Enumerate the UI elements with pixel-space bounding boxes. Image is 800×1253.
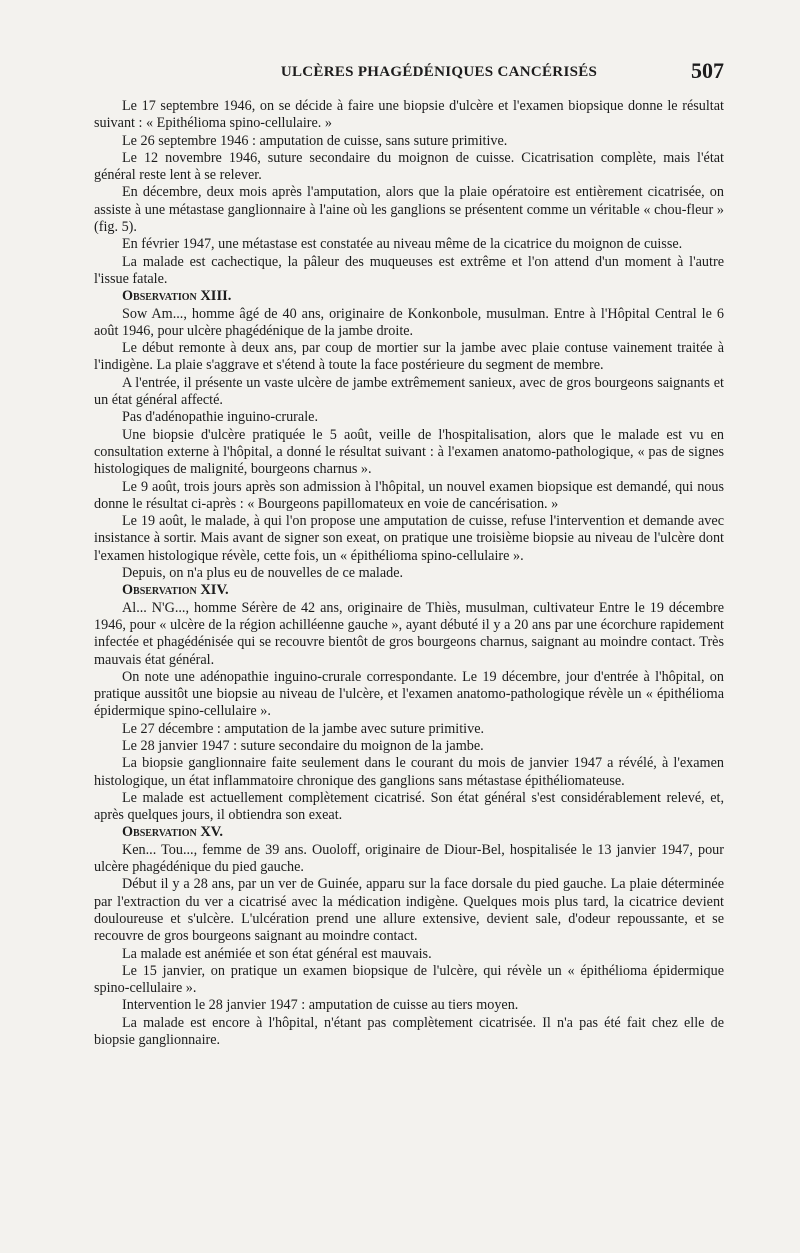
paragraph: Le 9 août, trois jours après son admission à l'hôpital, un nouvel examen biopsique est demandé, qui nous donne le résultat ci-après : « Bourgeons papillomateux en voie de cancérisation. » (94, 478, 724, 512)
paragraph: Le 17 septembre 1946, on se décide à faire une biopsie d'ulcère et l'examen biopsique donne le résultat suivant : « Epithélioma spino-cellulaire. » (94, 98, 724, 132)
paragraph: Le 12 novembre 1946, suture secondaire du moignon de cuisse. Cicatrisation complète, mais l'état général reste lent à se relever. (94, 149, 724, 184)
heading-number: XV. (200, 824, 224, 841)
paragraph: Le 19 août, le malade, à qui l'on propose une amputation de cuisse, refuse l'intervention et demande avec insistance à sortir. Mais avant de signer son exeat, on pratique une troisième biopsie au niveau de l'ulcère dont l'examen histologique révèle, cette fois, un « épithélioma spino-cellulaire ». (94, 513, 724, 564)
paragraph: Le malade est actuellement complètement cicatrisé. Son état général s'est considérablement relevé, et, après quelques jours, il obtiendra son exeat. (94, 789, 724, 824)
paragraph: Le 28 janvier 1947 : suture secondaire du moignon de la jambe. (122, 737, 484, 754)
paragraph: On note une adénopathie inguino-crurale correspondante. Le 19 décembre, jour d'entrée à l'hôpital, on pratique aussitôt une biopsie au niveau de l'ulcère, et l'examen anatomo-pathologique révèle un « épithélioma épidermique spino-cellulaire ». (94, 668, 724, 720)
paragraph: La biopsie ganglionnaire faite seulement dans le courant du mois de janvier 1947 a révélé, à l'examen histologique, un état inflammatoire chronique des ganglions sans métastase épithéliomateuse. (94, 755, 724, 789)
paragraph: Le 26 septembre 1946 : amputation de cuisse, sans suture primitive. (122, 132, 508, 149)
paragraph: Une biopsie d'ulcère pratiquée le 5 août, veille de l'hospitalisation, alors que le malade est vu en consultation externe à l'hôpital, a donné le résultat suivant : à l'examen anatomo-pathologique, « pas de signes histologiques de malignité, bourgeons charnus ». (94, 426, 724, 478)
heading-label: Observation (122, 288, 197, 305)
page-number: 507 (691, 58, 724, 83)
paragraph: Le début remonte à deux ans, par coup de mortier sur la jambe avec plaie contuse vainement traitée à l'indigène. La plaie s'aggrave et s'étend à toute la face postérieure du segment de membre. (94, 340, 724, 374)
running-head (94, 58, 724, 92)
paragraph: Pas d'adénopathie inguino-crurale. (122, 409, 318, 426)
paragraph: En février 1947, une métastase est constatée au niveau même de la cicatrice du moignon de cuisse. (122, 236, 683, 253)
paragraph: Le 27 décembre : amputation de la jambe avec suture primitive. (122, 720, 485, 737)
paragraph: Ken... Tou..., femme de 39 ans. Ouoloff, originaire de Diour-Bel, hospitalisée le 13 janvier 1947, pour ulcère phagédénique du pied gauche. (94, 841, 724, 876)
heading-number: XIII. (200, 288, 232, 305)
running-title: ULCÈRES PHAGÉDÉNIQUES CANCÉRISÉS (280, 64, 598, 80)
paragraph: Depuis, on n'a plus eu de nouvelles de ce malade. (122, 565, 404, 582)
paragraph: Le 15 janvier, on pratique un examen biopsique de l'ulcère, qui révèle un « épithélioma épidermique spino-cellulaire ». (94, 962, 724, 997)
body-text (94, 98, 724, 1049)
paragraph: La malade est encore à l'hôpital, n'étant pas complètement cicatrisée. Il n'a pas été fait chez elle de biopsie ganglionnaire. (94, 1014, 724, 1049)
heading-label: Observation (122, 582, 197, 599)
paragraph: Intervention le 28 janvier 1947 : amputation de cuisse au tiers moyen. (122, 997, 519, 1014)
paragraph: La malade est anémiée et son état général est mauvais. (122, 945, 432, 962)
heading-label: Observation (122, 824, 197, 841)
paragraph: Sow Am..., homme âgé de 40 ans, originaire de Konkonbole, musulman. Entre à l'Hôpital Central le 6 août 1946, pour ulcère phagédénique de la jambe droite. (94, 305, 724, 339)
paragraph: En décembre, deux mois après l'amputation, alors que la plaie opératoire est entièrement cicatrisée, on assiste à une métastase ganglionnaire à l'aine où les ganglions se présentent comme un véritable « chou-fleur » (fig. 5). (94, 184, 724, 236)
paragraph: A l'entrée, il présente un vaste ulcère de jambe extrêmement sanieux, avec de gros bourgeons saignants et un état général affecté. (94, 374, 724, 409)
section-heading-observation-xiv (94, 582, 724, 599)
paragraph: La malade est cachectique, la pâleur des muqueuses est extrême et l'on attend d'un moment à l'autre l'issue fatale. (94, 253, 724, 287)
paragraph: Début il y a 28 ans, par un ver de Guinée, apparu sur la face dorsale du pied gauche. La plaie déterminée par l'extraction du ver a cicatrisé avec la médication indigène. Quelques mois plus tard, la cicatrice devient douloureuse et s'ulcère. L'ulcération prend une allure extensive, devient sale, d'odeur repoussante, et se recouvre de gros bourgeons saignant au moindre contact. (94, 876, 724, 945)
section-heading-observation-xiii (94, 288, 724, 305)
section-heading-observation-xv (94, 824, 724, 841)
paragraph: Al... N'G..., homme Sérère de 42 ans, originaire de Thiès, musulman, cultivateur Entre le 19 décembre 1946, pour « ulcère de la région achilléenne gauche », ayant débuté il y a 20 ans par une écorchure rapidement infectée et phagédénisée qui se recouvre bientôt de gros bourgeons charnus, saignant au moindre contact. Très mauvais état général. (94, 599, 724, 668)
heading-number: XIV. (200, 582, 229, 599)
